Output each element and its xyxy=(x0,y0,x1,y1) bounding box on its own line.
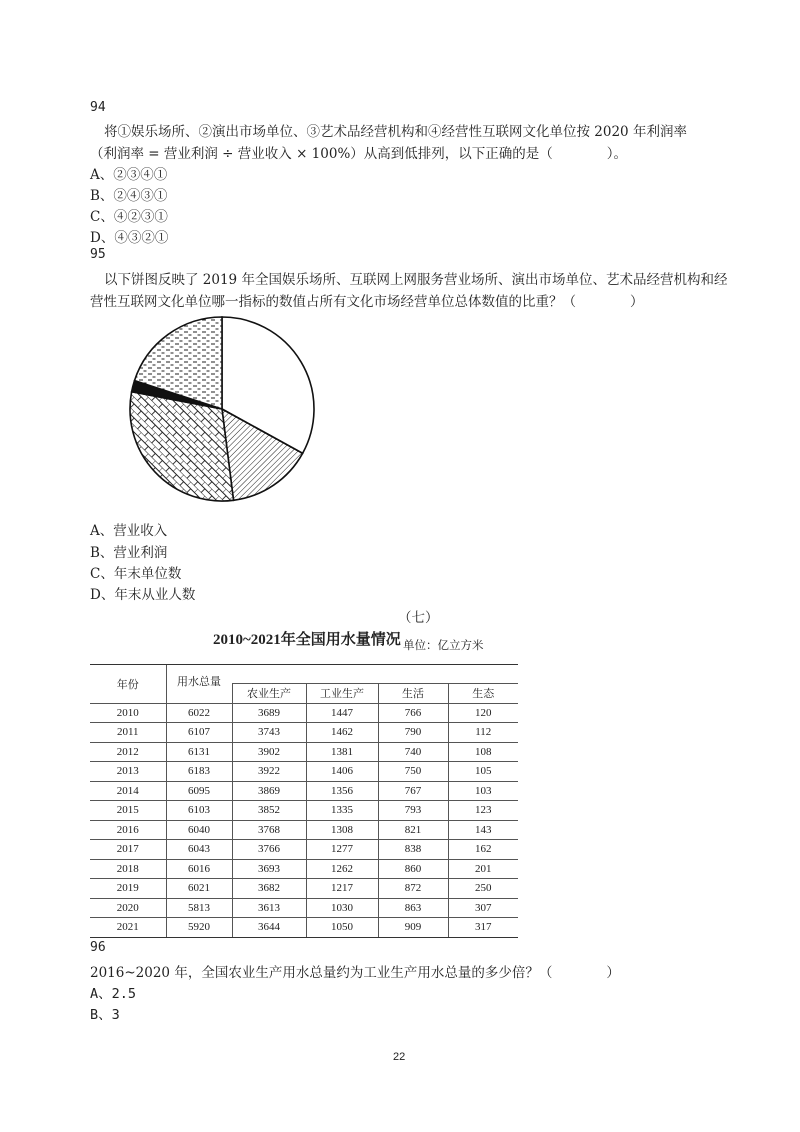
table-cell: 2016 xyxy=(90,820,166,840)
table-cell: 6103 xyxy=(166,801,232,821)
table-cell: 740 xyxy=(378,742,448,762)
q94-option-c: C、④②③① xyxy=(90,209,168,225)
table-cell: 103 xyxy=(448,781,518,801)
table-row xyxy=(90,840,518,860)
table-row xyxy=(90,859,518,879)
table-cell: 1262 xyxy=(306,859,378,879)
table-cell: 863 xyxy=(378,898,448,918)
q94-option-d: D、④③②① xyxy=(90,230,169,246)
table-cell: 821 xyxy=(378,820,448,840)
table-cell: 3852 xyxy=(232,801,306,821)
table-cell: 105 xyxy=(448,762,518,782)
table-cell: 3766 xyxy=(232,840,306,860)
table-cell: 6022 xyxy=(166,703,232,723)
table-cell: 3693 xyxy=(232,859,306,879)
table-row xyxy=(90,723,518,743)
table-cell: 2021 xyxy=(90,918,166,938)
table-cell: 6021 xyxy=(166,879,232,899)
table-cell: 120 xyxy=(448,703,518,723)
section-label: （七） xyxy=(398,610,439,626)
table-cell: 2010 xyxy=(90,703,166,723)
table-cell: 2012 xyxy=(90,742,166,762)
table-cell: 2015 xyxy=(90,801,166,821)
table-cell: 2014 xyxy=(90,781,166,801)
table-cell: 6095 xyxy=(166,781,232,801)
table-row xyxy=(90,781,518,801)
table-cell: 6040 xyxy=(166,820,232,840)
q94-number: 94 xyxy=(90,100,106,115)
header-agriculture: 农业生产 xyxy=(232,684,306,704)
table-cell: 2017 xyxy=(90,840,166,860)
q95-option-d: D、年末从业人数 xyxy=(90,587,196,603)
table-row xyxy=(90,703,518,723)
table-cell: 1406 xyxy=(306,762,378,782)
table-cell: 860 xyxy=(378,859,448,879)
q95-option-c: C、年末单位数 xyxy=(90,566,182,582)
table-cell: 6016 xyxy=(166,859,232,879)
q95-stem-line2: 营性互联网文化单位哪一指标的数值占所有文化市场经营单位总体数值的比重？（ ） xyxy=(90,294,644,310)
table-cell: 317 xyxy=(448,918,518,938)
table-cell: 5920 xyxy=(166,918,232,938)
q95-stem-line1: 以下饼图反映了 2019 年全国娱乐场所、互联网上网服务营业场所、演出市场单位、艺术品经营机构和经 xyxy=(104,272,728,288)
table-cell: 3902 xyxy=(232,742,306,762)
table-cell: 6107 xyxy=(166,723,232,743)
table-cell: 6131 xyxy=(166,742,232,762)
table-cell: 3682 xyxy=(232,879,306,899)
table-cell: 6183 xyxy=(166,762,232,782)
table-cell: 250 xyxy=(448,879,518,899)
page-number: 22 xyxy=(393,1051,406,1063)
table-cell: 2013 xyxy=(90,762,166,782)
table-cell: 3869 xyxy=(232,781,306,801)
table-cell: 6043 xyxy=(166,840,232,860)
table-cell: 750 xyxy=(378,762,448,782)
table-cell: 2019 xyxy=(90,879,166,899)
table-cell: 3743 xyxy=(232,723,306,743)
table-cell: 3644 xyxy=(232,918,306,938)
table-row xyxy=(90,742,518,762)
table-cell: 3613 xyxy=(232,898,306,918)
table-cell: 2020 xyxy=(90,898,166,918)
header-industry: 工业生产 xyxy=(306,684,378,704)
q96-option-b: B、3 xyxy=(90,1007,120,1023)
q94-option-b: B、②④③① xyxy=(90,188,168,204)
table-cell: 1462 xyxy=(306,723,378,743)
table-cell: 838 xyxy=(378,840,448,860)
header-total: 用水总量 xyxy=(166,665,232,704)
table-cell: 112 xyxy=(448,723,518,743)
table-cell: 793 xyxy=(378,801,448,821)
table-cell: 1277 xyxy=(306,840,378,860)
q96-option-a: A、2.5 xyxy=(90,986,137,1002)
header-life: 生活 xyxy=(378,684,448,704)
table-cell: 123 xyxy=(448,801,518,821)
table-row xyxy=(90,762,518,782)
table-row xyxy=(90,879,518,899)
table-cell: 3922 xyxy=(232,762,306,782)
pie-chart xyxy=(120,312,325,507)
table-unit: 单位：亿立方米 xyxy=(403,638,484,652)
table-cell: 307 xyxy=(448,898,518,918)
water-usage-table xyxy=(90,664,518,938)
table-row xyxy=(90,918,518,938)
table-row xyxy=(90,898,518,918)
table-cell: 2011 xyxy=(90,723,166,743)
table-cell: 1447 xyxy=(306,703,378,723)
q95-number: 95 xyxy=(90,247,106,262)
table-cell: 3768 xyxy=(232,820,306,840)
q94-option-a: A、②③④① xyxy=(90,167,168,183)
q96-stem-line1: 2016~2020 年，全国农业生产用水总量约为工业生产用水总量的多少倍？（ ） xyxy=(90,965,620,981)
table-cell: 162 xyxy=(448,840,518,860)
table-cell: 1050 xyxy=(306,918,378,938)
q94-stem-line2: （利润率 = 营业利润 ÷ 营业收入 × 100%）从高到低排列，以下正确的是（ ）。 xyxy=(90,146,628,162)
q95-option-b: B、营业利润 xyxy=(90,545,168,561)
table-cell: 1308 xyxy=(306,820,378,840)
table-cell: 872 xyxy=(378,879,448,899)
table-cell: 1217 xyxy=(306,879,378,899)
table-cell: 1356 xyxy=(306,781,378,801)
table-cell: 143 xyxy=(448,820,518,840)
table-cell: 201 xyxy=(448,859,518,879)
table-cell: 108 xyxy=(448,742,518,762)
table-cell: 1335 xyxy=(306,801,378,821)
q96-number: 96 xyxy=(90,940,106,955)
table-row xyxy=(90,801,518,821)
table-cell: 909 xyxy=(378,918,448,938)
table-cell: 5813 xyxy=(166,898,232,918)
table-cell: 3689 xyxy=(232,703,306,723)
q95-option-a: A、营业收入 xyxy=(90,523,168,539)
table-title: 2010~2021年全国用水量情况 xyxy=(213,632,401,648)
table-cell: 766 xyxy=(378,703,448,723)
table-cell: 790 xyxy=(378,723,448,743)
q94-stem-line1: 将①娱乐场所、②演出市场单位、③艺术品经营机构和④经营性互联网文化单位按 2020 年利润率 xyxy=(104,124,687,140)
table-cell: 767 xyxy=(378,781,448,801)
table-row xyxy=(90,820,518,840)
table-cell: 1030 xyxy=(306,898,378,918)
header-ecology: 生态 xyxy=(448,684,518,704)
table-cell: 1381 xyxy=(306,742,378,762)
table-cell: 2018 xyxy=(90,859,166,879)
header-year: 年份 xyxy=(90,665,166,704)
